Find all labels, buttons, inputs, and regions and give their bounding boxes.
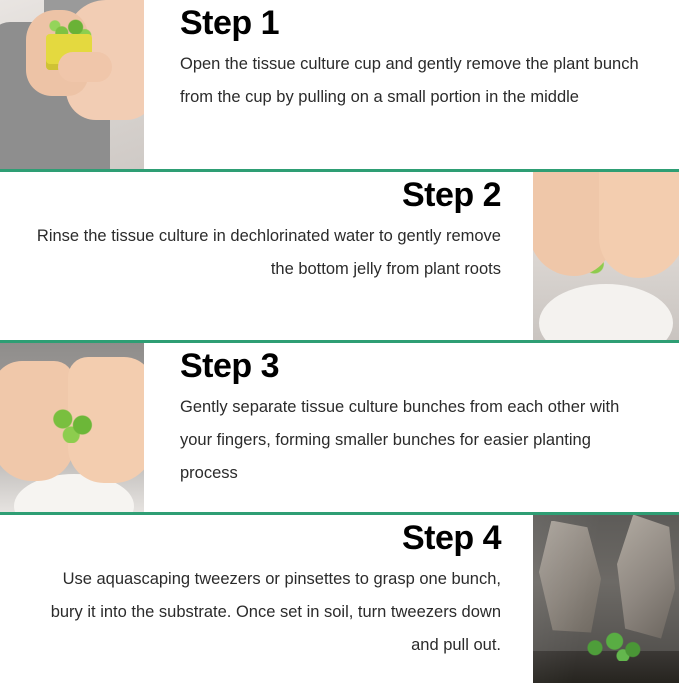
step-3-text bbox=[144, 343, 679, 512]
step-4-photo bbox=[533, 515, 679, 683]
step-4-title: Step 4 bbox=[401, 518, 501, 557]
step-2-row bbox=[0, 172, 679, 341]
step-4-row bbox=[0, 515, 679, 683]
step-3-title: Step 3 bbox=[180, 347, 280, 385]
step-1-title: Step 1 bbox=[180, 4, 280, 42]
step-2-text bbox=[0, 172, 533, 341]
step-1-photo bbox=[0, 0, 144, 169]
step-4-text bbox=[0, 515, 533, 683]
step-1-row bbox=[0, 0, 679, 169]
step-3-body: Gently separate tissue culture bunches from each other with your fingers, forming smaller bunches for easier planting process bbox=[180, 398, 620, 482]
step-1-body: Open the tissue culture cup and gently remove the plant bunch from the cup by pulling on a small portion in the middle bbox=[180, 55, 639, 106]
step-2-title: Step 2 bbox=[401, 175, 501, 214]
step-1-text bbox=[144, 0, 679, 169]
step-2-photo bbox=[533, 172, 679, 341]
step-2-body: Rinse the tissue culture in dechlorinated water to gently remove the bottom jelly from plant roots bbox=[36, 226, 501, 278]
step-3-row bbox=[0, 343, 679, 512]
step-4-body: Use aquascaping tweezers or pinsettes to grasp one bunch, bury it into the substrate. Once set in soil, turn tweezers down and pull out. bbox=[50, 569, 501, 654]
step-3-photo bbox=[0, 343, 144, 512]
